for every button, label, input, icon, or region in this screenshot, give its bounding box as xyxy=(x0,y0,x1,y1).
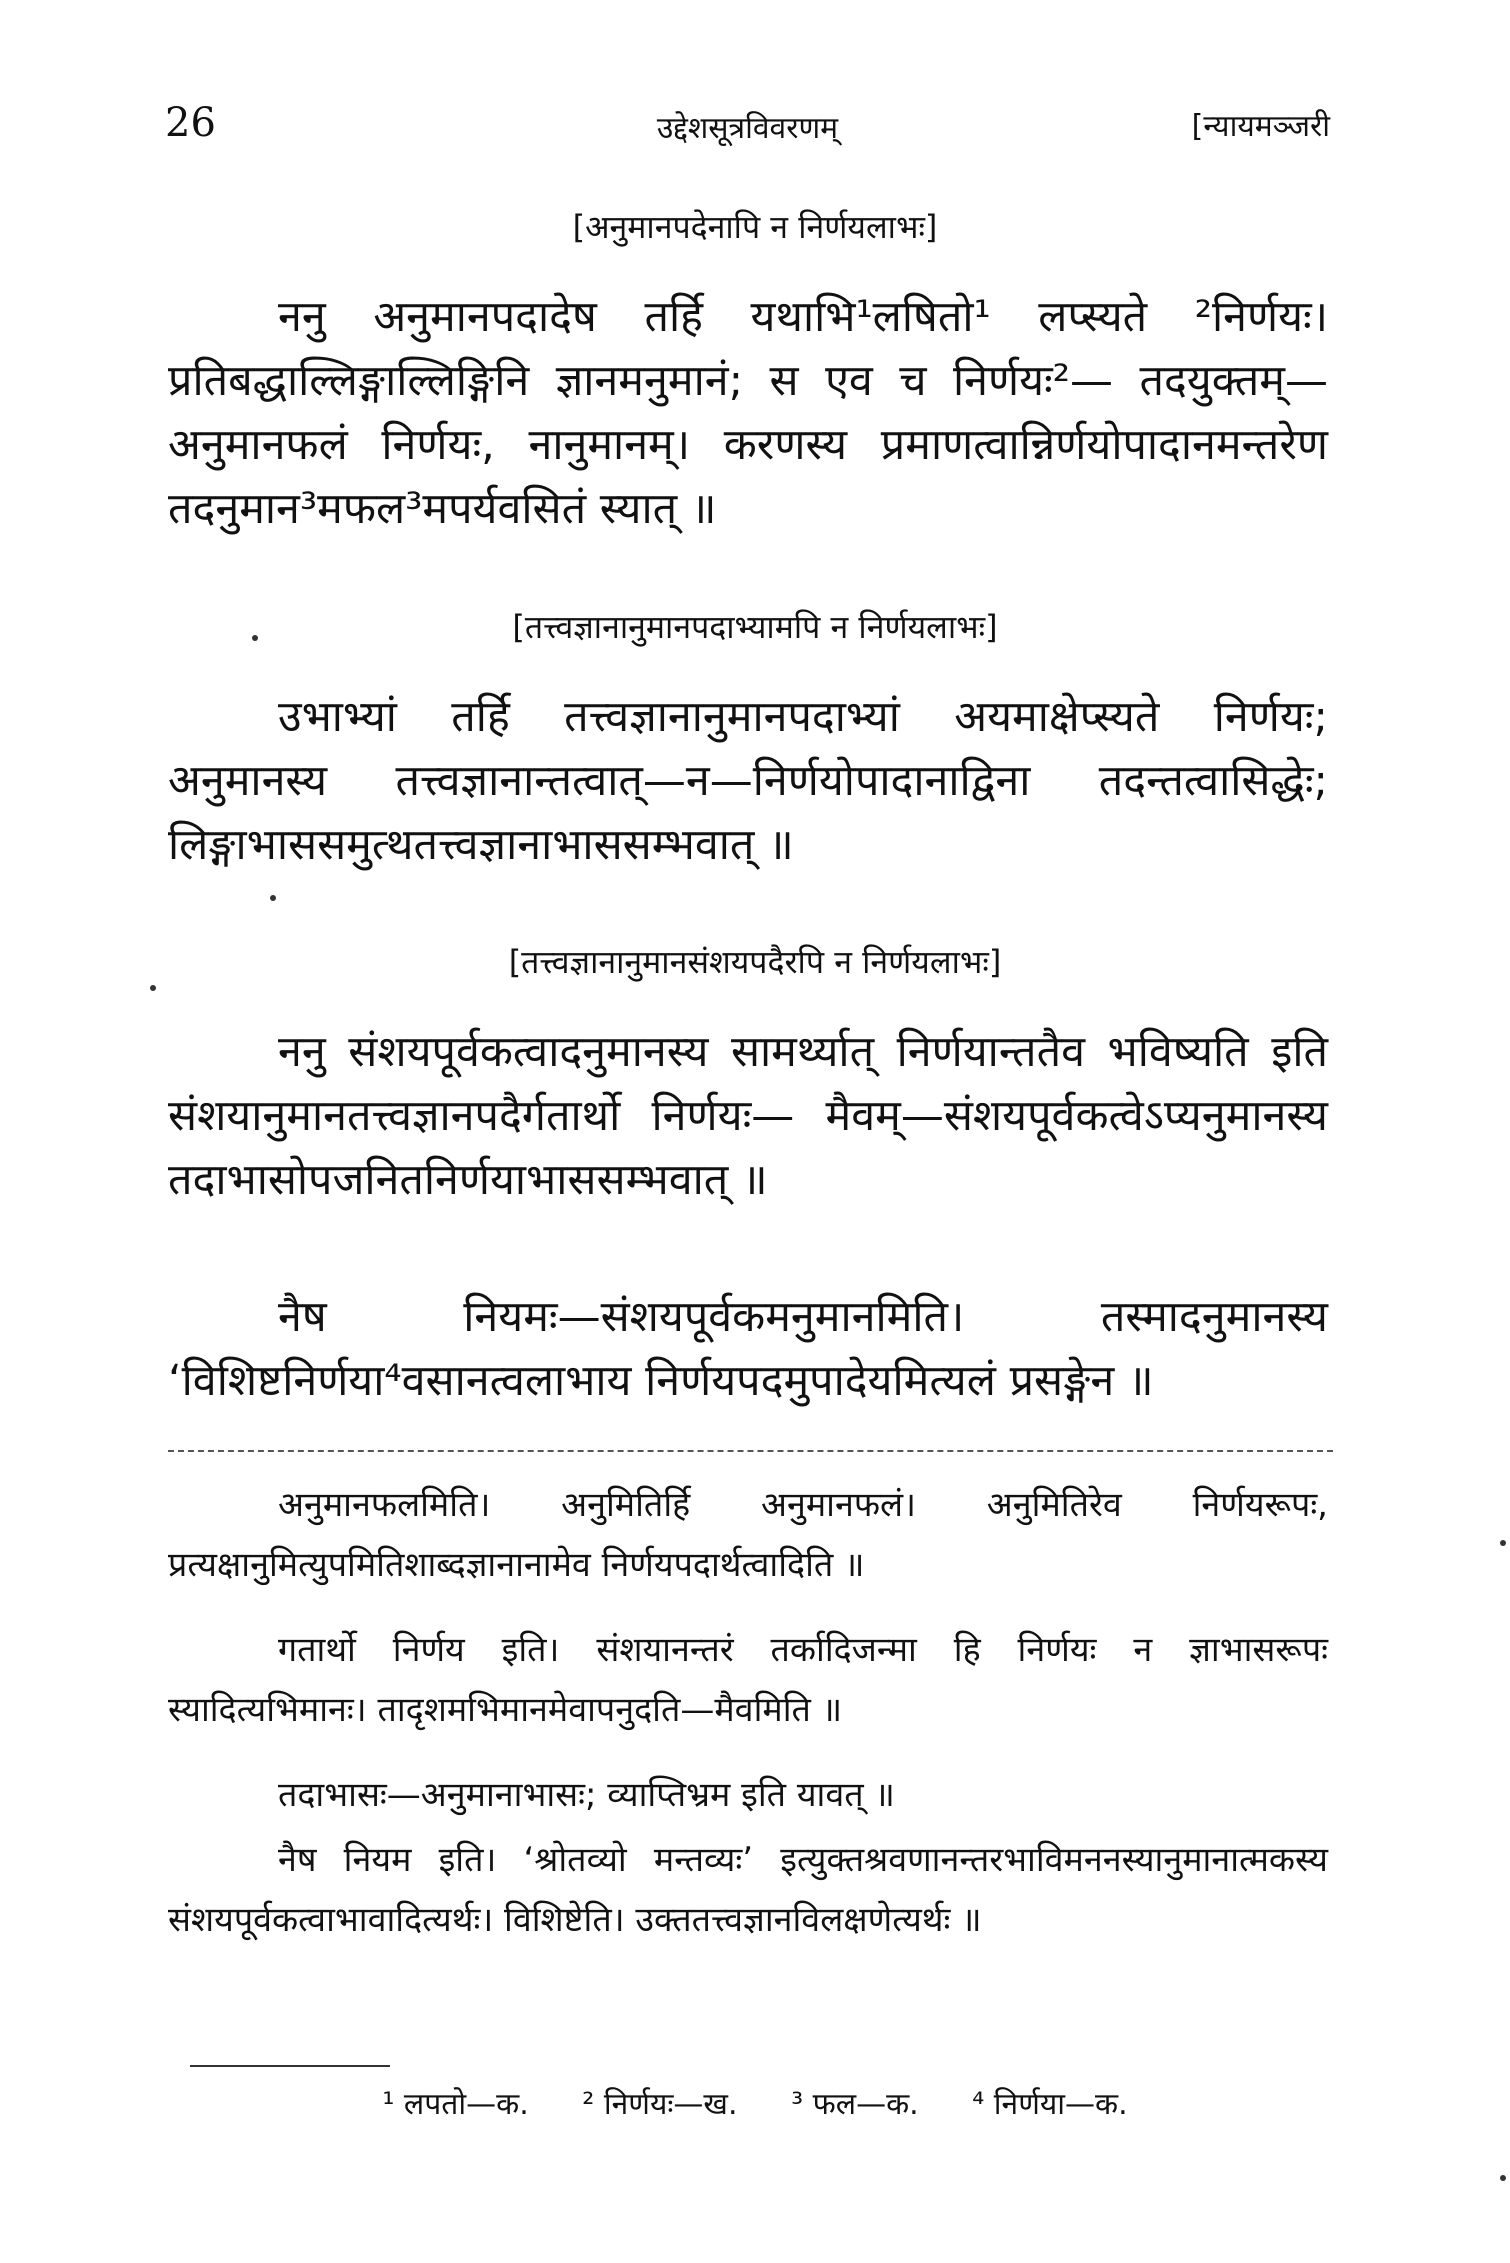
section-heading: [तत्त्वज्ञानानुमानसंशयपदैरपि न निर्णयलाभः] xyxy=(508,943,1002,981)
running-title: उद्देशसूत्रविवरणम् xyxy=(656,111,839,146)
footnote: ² निर्णयः—ख. xyxy=(582,2087,738,2122)
page-number: 26 xyxy=(165,100,216,146)
commentary-divider xyxy=(168,1450,1333,1452)
print-speck xyxy=(1500,2175,1506,2181)
book-title: [न्यायमञ्जरी xyxy=(1191,109,1330,144)
section-heading: [अनुमानपदेनापि न निर्णयलाभः] xyxy=(572,208,938,246)
print-speck xyxy=(252,635,258,641)
footnote-rule xyxy=(190,2065,390,2067)
commentary-paragraph: अनुमानफलमिति। अनुमितिर्हि अनुमानफलं। अनुमितिरेव निर्णयरूपः, प्रत्यक्षानुमित्युपमितिशाब्दज्ञानानामेव निर्णयपदार्थत्वादिति ॥ xyxy=(168,1485,1328,1585)
main-paragraph: ननु अनुमानपदादेष तर्हि यथाभि¹लषितो¹ लप्स्यते ²निर्णयः। प्रतिबद्धाल्लिङ्गाल्लिङ्गिनि ज्ञानमनुमानं; स एव च निर्णयः²— तदयुक्तम्—अनुमानफलं निर्णयः, नानुमानम्। करणस्य प्रमाणत्वान्निर्णयोपादानमन्तरेण तदनुमान³मफल³मपर्यवसितं स्यात् ॥ xyxy=(168,292,1328,534)
main-paragraph: नैष नियमः—संशयपूर्वकमनुमानमिति। तस्मादनुमानस्य ‘विशिष्टनिर्णया⁴वसानत्वलाभाय निर्णयपदमुपादेयमित्यलं प्रसङ्गेन ॥ xyxy=(168,1292,1328,1406)
print-speck xyxy=(1500,1540,1506,1546)
print-speck xyxy=(150,985,156,991)
main-paragraph: ननु संशयपूर्वकत्वादनुमानस्य सामर्थ्यात् निर्णयान्ततैव भविष्यति इति संशयानुमानतत्त्वज्ञानपदैर्गतार्थो निर्णयः— मैवम्—संशयपूर्वकत्वेऽप्यनुमानस्य तदाभासोपजनितनिर्णयाभाससम्भवात् ॥ xyxy=(168,1027,1328,1205)
main-paragraph: उभाभ्यां तर्हि तत्त्वज्ञानानुमानपदाभ्यां अयमाक्षेप्स्यते निर्णयः; अनुमानस्य तत्त्वज्ञानान्तत्वात्—न—निर्णयोपादानाद्विना तदन्तत्वासिद्धेः; लिङ्गाभाससमुत्थतत्त्वज्ञानाभाससम्भवात् ॥ xyxy=(168,692,1328,870)
commentary-paragraph: नैष नियम इति। ‘श्रोतव्यो मन्तव्यः’ इत्युक्तश्रवणानन्तरभाविमननस्यानुमानात्मकस्य संशयपूर्वकत्वाभावादित्यर्थः। विशिष्टेति। उक्ततत्त्वज्ञानविलक्षणेत्यर्थः ॥ xyxy=(168,1840,1328,1940)
footnote: ⁴ निर्णया—क. xyxy=(972,2087,1128,2122)
print-speck xyxy=(270,895,276,901)
section-heading: [तत्त्वज्ञानानुमानपदाभ्यामपि न निर्णयलाभः] xyxy=(512,608,998,646)
footnote: ³ फल—क. xyxy=(791,2087,919,2122)
footnote: ¹ लपतो—क. xyxy=(382,2087,529,2122)
commentary-paragraph: तदाभासः—अनुमानाभासः; व्याप्तिभ्रम इति यावत् ॥ xyxy=(278,1775,895,1815)
footnotes xyxy=(0,2082,1510,2123)
commentary-paragraph: गतार्थो निर्णय इति। संशयानन्तरं तर्कादिजन्मा हि निर्णयः न ज्ञाभासरूपः स्यादित्यभिमानः। तादृशमभिमानमेवापनुदति—मैवमिति ॥ xyxy=(168,1630,1328,1730)
page-header xyxy=(165,100,1330,160)
